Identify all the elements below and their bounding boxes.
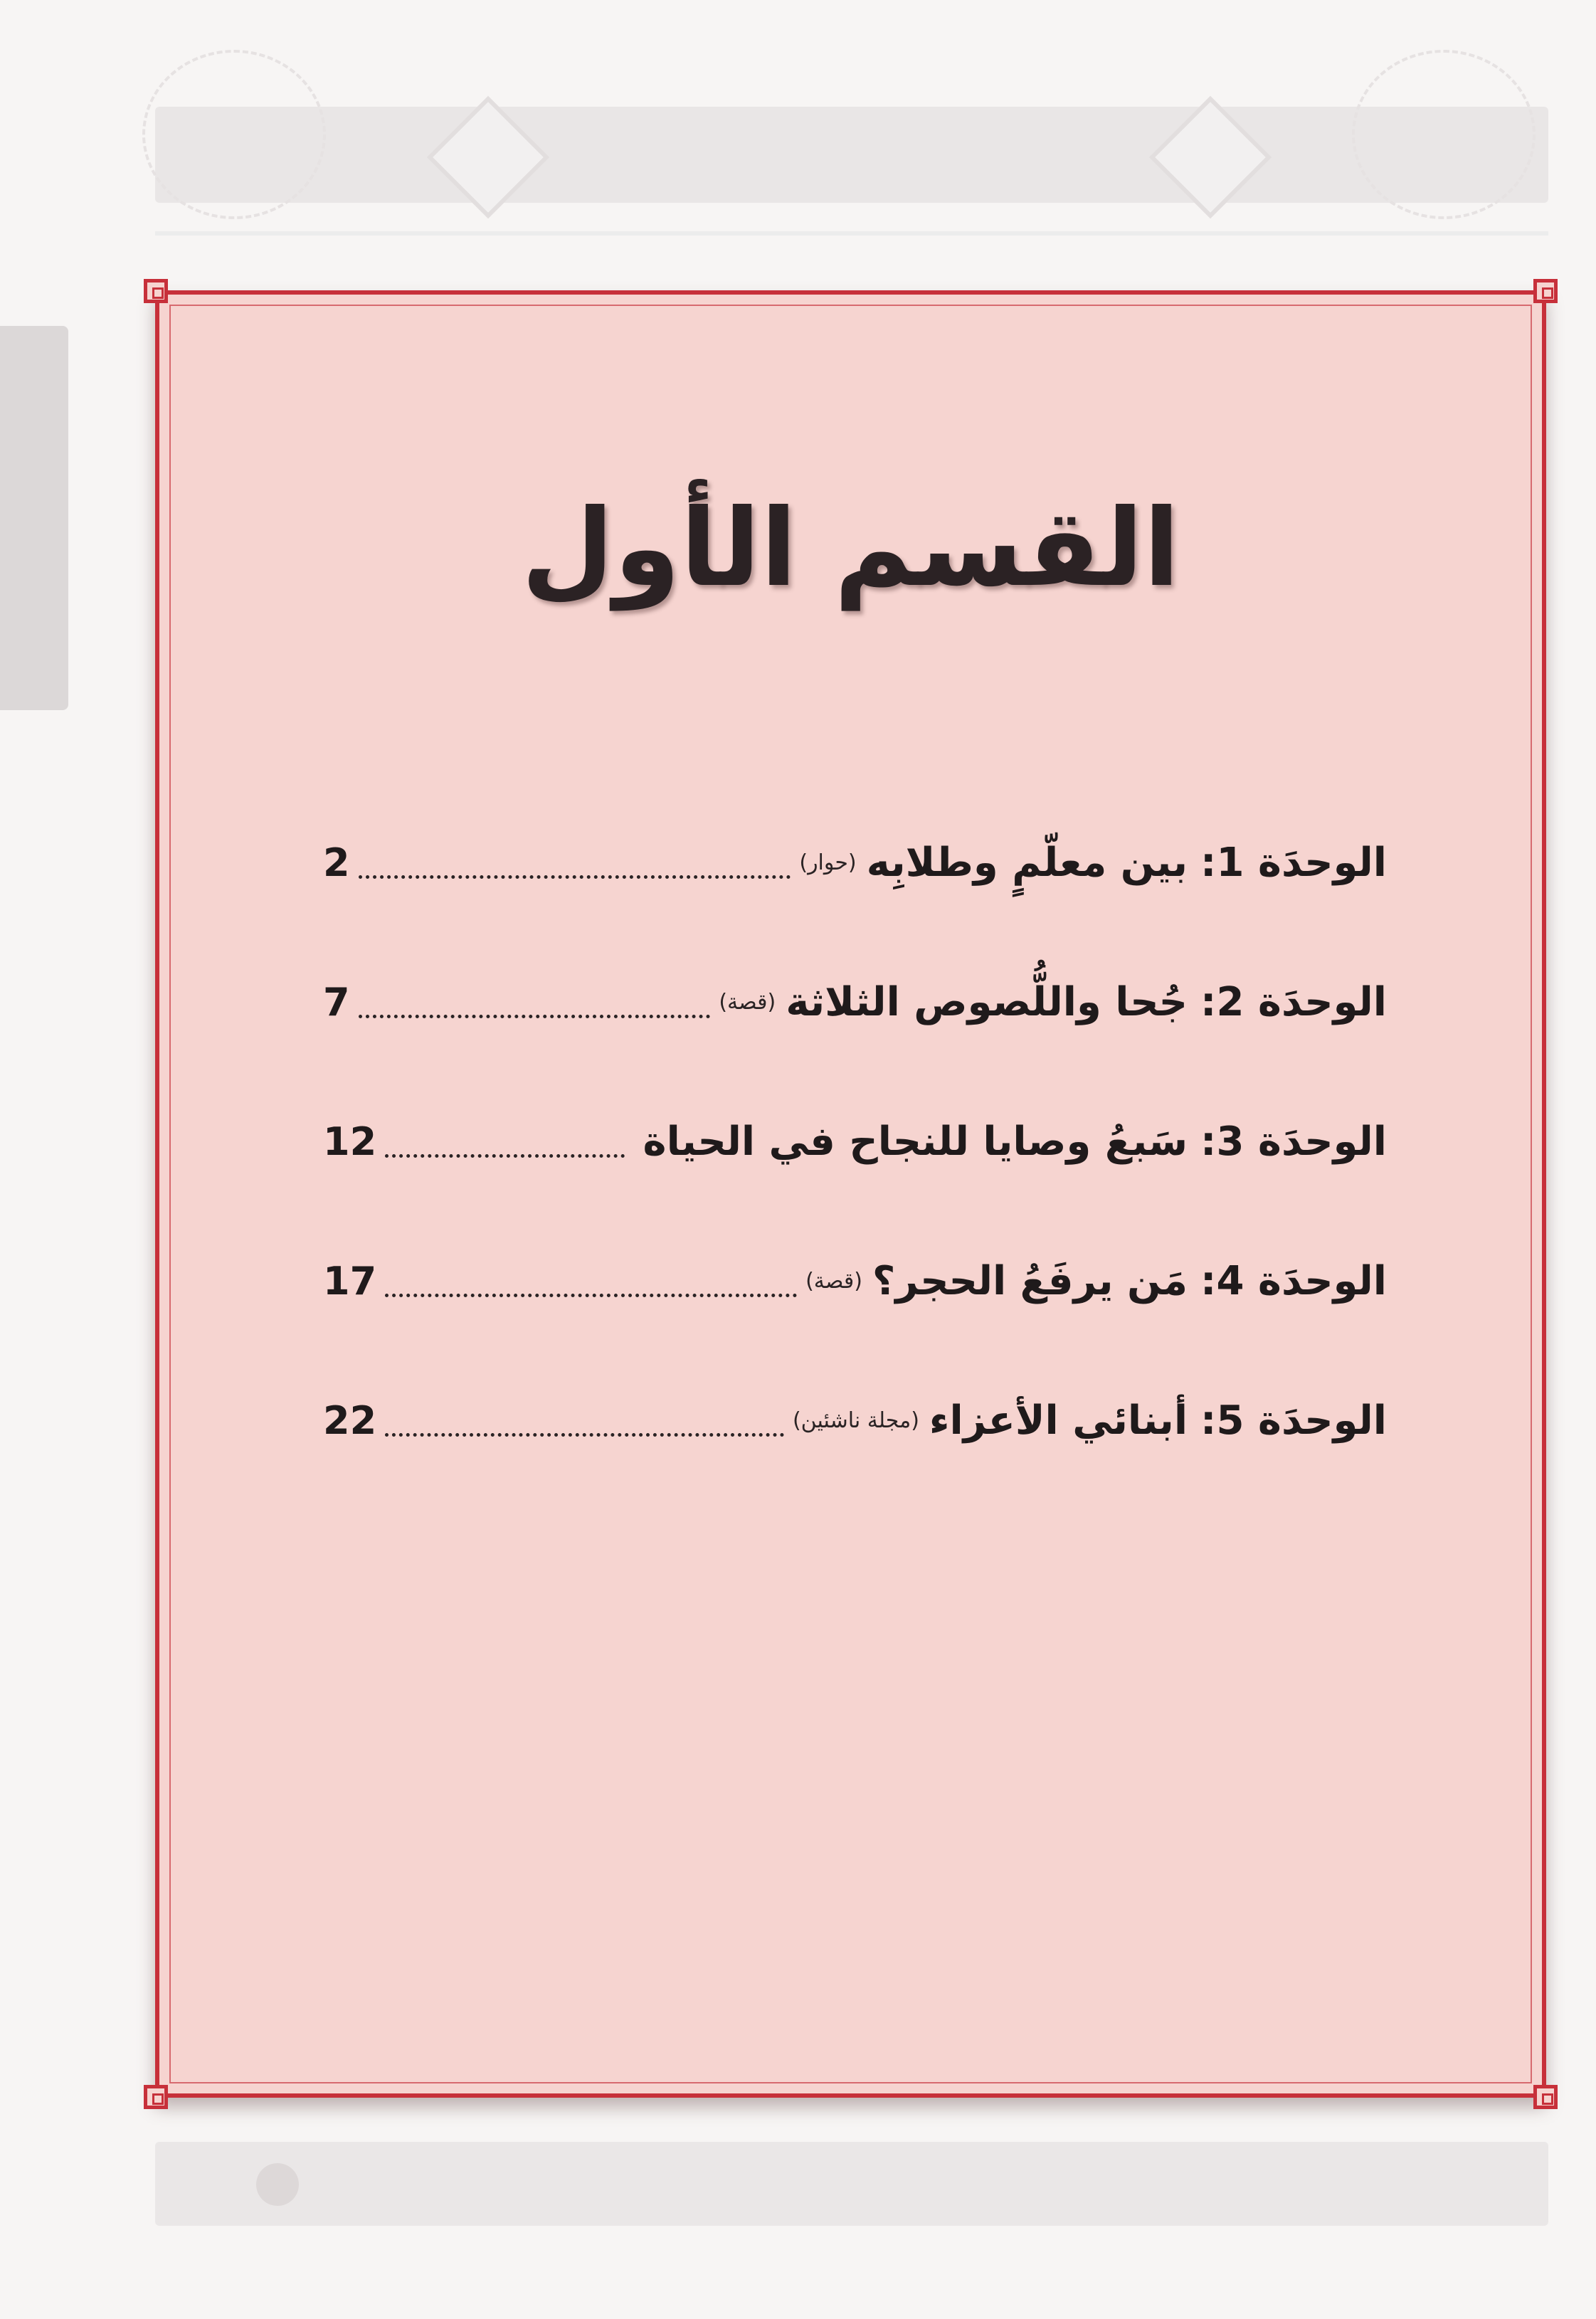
background-page-number-badge — [256, 2163, 299, 2206]
unit-type: (قصة) — [719, 989, 776, 1015]
page-number: 22 — [323, 1398, 377, 1443]
unit-title: أبنائي الأعزاء — [929, 1397, 1188, 1444]
unit-type: (قصة) — [805, 1268, 862, 1294]
toc-entry-unit-3[interactable] — [323, 1072, 1387, 1211]
toc-entry-unit-1[interactable] — [323, 793, 1387, 932]
leader-dots — [359, 975, 711, 1018]
background-side-tab — [0, 326, 68, 710]
unit-title: مَن يرفَعُ الحجر؟ — [872, 1257, 1188, 1304]
page-number: 2 — [323, 840, 350, 885]
background-divider — [155, 231, 1548, 236]
background-seal-icon — [1352, 50, 1536, 219]
unit-title: سَبعُ وصايا للنجاح في الحياة — [643, 1118, 1188, 1165]
unit-title: بين معلّمٍ وطلابِه — [866, 839, 1188, 886]
unit-label: الوحدَة 2: — [1200, 978, 1387, 1025]
toc-entry-unit-4[interactable] — [323, 1211, 1387, 1351]
leader-dots — [385, 1393, 784, 1437]
unit-type: (مجلة ناشئين) — [792, 1407, 919, 1433]
leader-dots — [359, 835, 791, 879]
background-seal-icon — [142, 50, 326, 219]
frame-corner-ornament-icon — [144, 2085, 168, 2109]
frame-corner-ornament-icon — [1533, 279, 1558, 303]
page-number: 17 — [323, 1258, 377, 1304]
unit-label: الوحدَة 4: — [1200, 1257, 1387, 1304]
frame-corner-ornament-icon — [1533, 2085, 1558, 2109]
table-of-contents — [323, 793, 1387, 1490]
leader-dots — [385, 1254, 797, 1297]
background-page-footer — [155, 2142, 1548, 2226]
unit-label: الوحدَة 5: — [1200, 1397, 1387, 1444]
unit-type: (حوار) — [799, 850, 857, 875]
section-title: القسم الأول — [521, 487, 1180, 611]
unit-label: الوحدَة 3: — [1200, 1118, 1387, 1165]
unit-title: جُحا واللُّصوص الثلاثة — [786, 978, 1188, 1025]
frame-corner-ornament-icon — [144, 279, 168, 303]
leader-dots — [385, 1114, 624, 1158]
background-page-header — [155, 107, 1548, 203]
toc-entry-unit-5[interactable] — [323, 1351, 1387, 1490]
section-contents-panel — [155, 290, 1546, 2098]
page-number: 12 — [323, 1119, 377, 1164]
unit-label: الوحدَة 1: — [1200, 839, 1387, 886]
toc-entry-unit-2[interactable] — [323, 932, 1387, 1072]
page-number: 7 — [323, 979, 350, 1025]
